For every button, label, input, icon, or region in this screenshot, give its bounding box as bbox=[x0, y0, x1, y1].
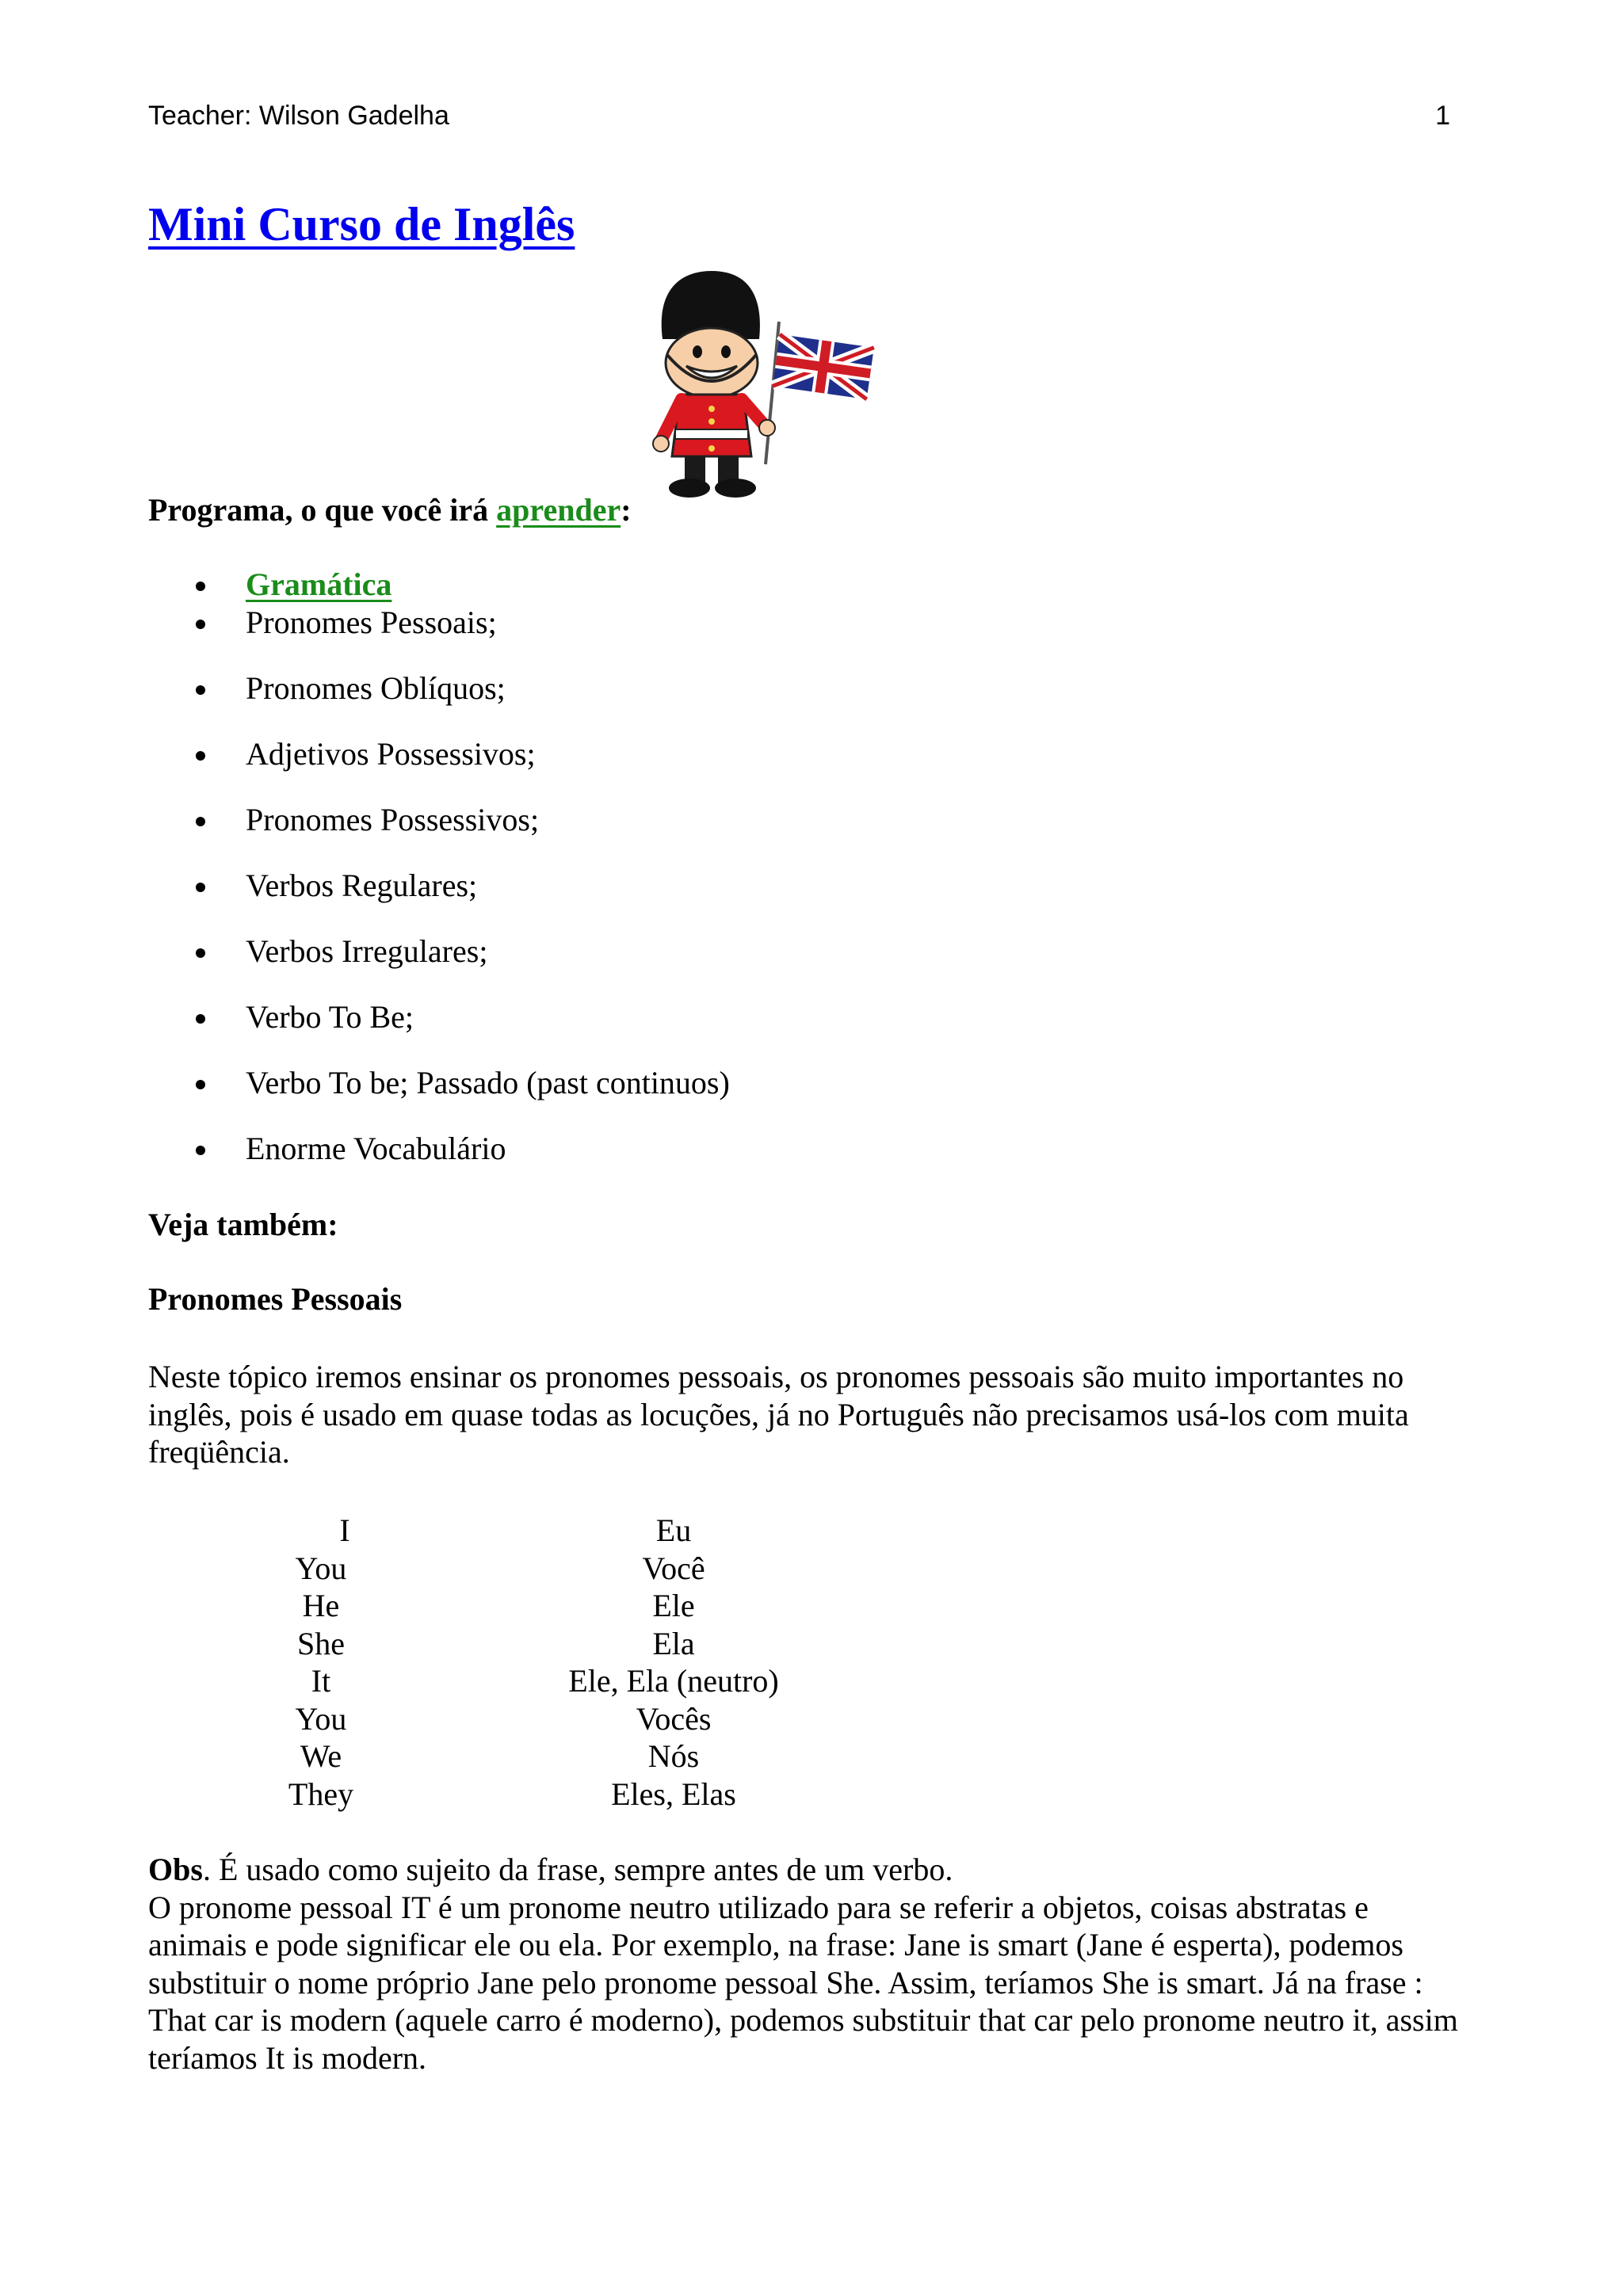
bullet-icon bbox=[196, 620, 205, 629]
bullet-icon bbox=[196, 883, 205, 892]
header-teacher: Teacher: Wilson Gadelha bbox=[148, 101, 449, 131]
list-item: Pronomes Pessoais; bbox=[246, 605, 497, 640]
obs-paragraph: O pronome pessoal IT é um pronome neutro utilizado para se referir a objetos, coisas abstratas e animais e pode significar ele ou ela. Por exemplo, na frase: Jane is smart (Jane é esperta), podemos substituir o nome próprio Jane pelo pronome pessoal She. Assim, teríamos She is smart. Já na frase : That car is modern (aquele carro é moderno), podemos substituir that car pelo pronome neutro it, assim teríamos It is modern. bbox=[148, 1889, 1458, 2076]
list-item: Pronomes Possessivos; bbox=[246, 802, 540, 837]
list-item: Verbos Irregulares; bbox=[246, 933, 488, 969]
program-heading-colon: : bbox=[621, 492, 632, 528]
bullet-icon bbox=[196, 948, 205, 958]
list-item: Verbos Regulares; bbox=[246, 868, 478, 903]
pronoun-portuguese: Ele bbox=[652, 1588, 695, 1623]
pronoun-portuguese: Eles, Elas bbox=[611, 1775, 736, 1812]
see-also-heading: Veja também: bbox=[148, 1207, 338, 1242]
bullet-icon bbox=[196, 685, 205, 695]
pronoun-portuguese: Nós bbox=[647, 1738, 700, 1774]
page-header bbox=[148, 98, 1450, 133]
obs-line bbox=[148, 1851, 1468, 1889]
pronoun-english: You bbox=[295, 1700, 347, 1737]
pronoun-english: We bbox=[300, 1738, 342, 1774]
list-item: Adjetivos Possessivos; bbox=[246, 736, 536, 772]
bullet-icon bbox=[196, 1146, 205, 1155]
obs-text: . É usado como sujeito da frase, sempre antes de um verbo. bbox=[202, 1852, 953, 1887]
table-row bbox=[0, 1625, 1623, 1663]
pronoun-portuguese: Eu bbox=[655, 1512, 692, 1548]
pronoun-english: They bbox=[288, 1775, 354, 1812]
program-heading-text: Programa, o que você irá bbox=[148, 492, 497, 528]
bullet-icon bbox=[196, 817, 205, 826]
aprender-link[interactable]: aprender bbox=[496, 492, 621, 528]
bullet-icon bbox=[196, 751, 205, 761]
list-item: Verbo To be; Passado (past continuos) bbox=[246, 1065, 730, 1100]
table-row bbox=[0, 1662, 1623, 1700]
pronoun-portuguese: Vocês bbox=[636, 1700, 712, 1737]
page-number: 1 bbox=[1435, 101, 1450, 131]
section-title: Pronomes Pessoais bbox=[148, 1281, 403, 1317]
table-row bbox=[0, 1512, 1623, 1550]
grammar-link[interactable]: Gramática bbox=[246, 566, 392, 602]
pronoun-english: You bbox=[295, 1550, 347, 1586]
obs-label: Obs bbox=[148, 1852, 203, 1887]
pronoun-portuguese: Ela bbox=[652, 1625, 695, 1661]
list-item: Enorme Vocabulário bbox=[246, 1131, 506, 1166]
table-row bbox=[0, 1550, 1623, 1588]
bullet-icon bbox=[196, 1014, 205, 1024]
table-row bbox=[0, 1775, 1623, 1814]
intro-paragraph: Neste tópico iremos ensinar os pronomes pessoais, os pronomes pessoais são muito importantes no inglês, pois é usado em quase todas as locuções, já no Português não precisamos usá-los com muita freqüência. bbox=[148, 1359, 1409, 1470]
list-item: Pronomes Oblíquos; bbox=[246, 670, 506, 706]
pronoun-portuguese: Você bbox=[642, 1550, 705, 1586]
pronoun-portuguese: Ele, Ela (neutro) bbox=[568, 1663, 779, 1699]
table-row bbox=[0, 1737, 1623, 1775]
program-heading bbox=[148, 490, 632, 531]
pronoun-english: She bbox=[297, 1625, 345, 1661]
pronoun-english: It bbox=[311, 1663, 331, 1699]
bullet-icon bbox=[196, 582, 205, 591]
list-item: Verbo To Be; bbox=[246, 999, 414, 1035]
table-row bbox=[0, 1700, 1623, 1738]
british-guard-with-union-jack-icon bbox=[521, 266, 889, 504]
pronoun-english: I bbox=[339, 1512, 350, 1548]
table-row bbox=[0, 1587, 1623, 1625]
pronoun-table bbox=[0, 1512, 1623, 1813]
pronoun-english: He bbox=[302, 1588, 340, 1623]
bullet-icon bbox=[196, 1080, 205, 1089]
document-title-link[interactable]: Mini Curso de Inglês bbox=[148, 198, 575, 250]
